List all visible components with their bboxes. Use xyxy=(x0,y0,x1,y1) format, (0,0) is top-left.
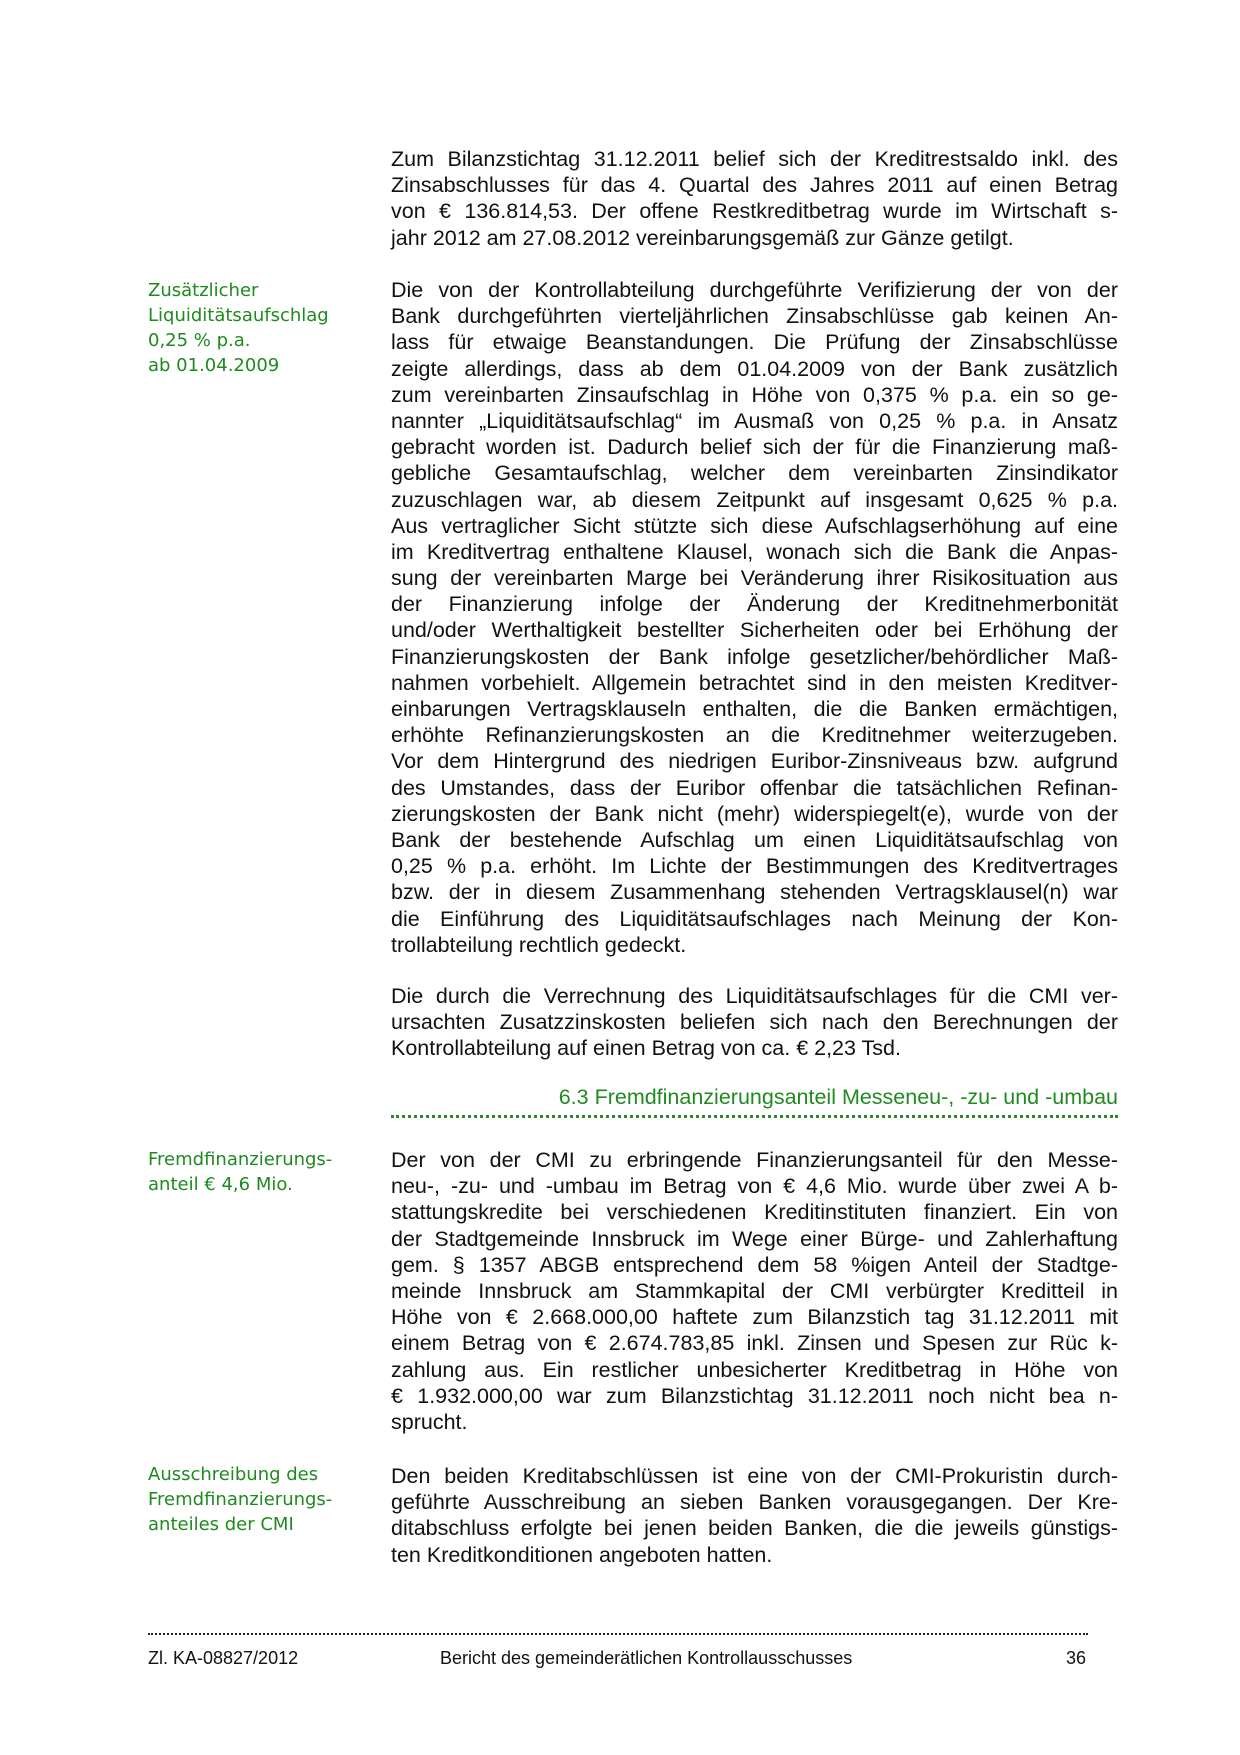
text-line: Finanzierungskosten der Bank infolge gesetzlicher/behördlicher Maß- xyxy=(391,644,1118,669)
text-line: zahlung aus. Ein restlicher unbesicherter Kreditbetrag in Höhe von xyxy=(391,1357,1118,1382)
margin-note-liquidity-surcharge xyxy=(148,278,358,378)
text-line: trollabteilung rechtlich gedeckt. xyxy=(391,932,687,957)
paragraph-external-financing xyxy=(391,1147,1118,1435)
paragraph-closing-balance xyxy=(391,146,1118,251)
text-line: bzw. der in diesem Zusammenhang stehenden Vertragsklausel(n) war xyxy=(391,880,1118,905)
text-line: neu-, -zu- und -umbau im Betrag von € 4,6 Mio. wurde über zwei A b- xyxy=(391,1174,1118,1199)
text-line: zum vereinbarten Zinsaufschlag in Höhe von 0,375 % p.a. ein so ge- xyxy=(391,382,1118,407)
margin-note-line: ab 01.04.2009 xyxy=(148,355,280,376)
margin-note-line: 0,25 % p.a. xyxy=(148,330,251,351)
text-line: der Finanzierung infolge der Änderung der Kreditnehmerbonität xyxy=(391,592,1118,617)
paragraph-additional-interest-costs xyxy=(391,983,1118,1062)
section-heading-rule xyxy=(391,1115,1118,1118)
text-line: Zum Bilanzstichtag 31.12.2011 belief sich der Kreditrestsaldo inkl. des xyxy=(391,147,1118,171)
text-line: geführte Ausschreibung an sieben Banken vorausgegangen. Der Kre- xyxy=(391,1490,1118,1515)
text-line: der Stadtgemeinde Innsbruck im Wege einer Bürge- und Zahlerhaftung xyxy=(391,1226,1118,1251)
text-line: Die von der Kontrollabteilung durchgeführte Verifizierung der von der xyxy=(391,278,1118,302)
margin-note-line: anteil € 4,6 Mio. xyxy=(148,1174,293,1195)
text-line: Der von der CMI zu erbringende Finanzierungsanteil für den Messe- xyxy=(391,1148,1118,1172)
footer-title: Bericht des gemeinderätlichen Kontrollausschusses xyxy=(440,1648,853,1668)
text-line: erhöhte Refinanzierungskosten an die Kreditnehmer weiterzugeben. xyxy=(391,723,1118,748)
footer-reference: Zl. KA-08827/2012 xyxy=(148,1648,299,1668)
footer-rule xyxy=(148,1633,1088,1635)
section-heading: 6.3 Fremdfinanzierungsanteil Messeneu-, -zu- und -umbau xyxy=(558,1085,1118,1109)
text-line: € 1.932.000,00 war zum Bilanzstichtag 31.12.2011 noch nicht bea n- xyxy=(391,1383,1118,1408)
text-line: Bank durchgeführten vierteljährlichen Zinsabschlüsse gab keinen An- xyxy=(391,304,1118,329)
margin-note-line: anteiles der CMI xyxy=(148,1514,294,1535)
text-line: nahmen vorbehielt. Allgemein betrachtet sind in den meisten Kreditver- xyxy=(391,670,1118,695)
text-line: Aus vertraglicher Sicht stützte sich diese Aufschlagserhöhung auf eine xyxy=(391,513,1118,538)
text-line: gem. § 1357 ABGB entsprechend dem 58 %igen Anteil der Stadtge- xyxy=(391,1252,1118,1277)
margin-note-line: Fremdfinanzierungs- xyxy=(148,1489,333,1510)
text-line: sprucht. xyxy=(391,1409,468,1434)
text-line: zierungskosten der Bank nicht (mehr) widerspiegelt(e), wurde von der xyxy=(391,801,1118,826)
text-line: Vor dem Hintergrund des niedrigen Euribor-Zinsniveaus bzw. aufgrund xyxy=(391,749,1118,774)
paragraph-tender xyxy=(391,1463,1118,1568)
text-line: Die durch die Verrechnung des Liquiditätsaufschlages für die CMI ver- xyxy=(391,984,1118,1008)
text-line: jahr 2012 am 27.08.2012 vereinbarungsgemäß zur Gänze getilgt. xyxy=(391,225,1014,250)
text-line: 0,25 % p.a. erhöht. Im Lichte der Bestimmungen des Kreditvertrages xyxy=(391,854,1118,879)
paragraph-liquidity-surcharge xyxy=(391,277,1118,958)
text-line: zuzuschlagen war, ab diesem Zeitpunkt auf insgesamt 0,625 % p.a. xyxy=(391,487,1118,512)
text-line: von € 136.814,53. Der offene Restkreditbetrag wurde im Wirtschaft s- xyxy=(391,199,1118,224)
text-line: ursachten Zusatzzinskosten beliefen sich nach den Berechnungen der xyxy=(391,1010,1118,1035)
margin-note-line: Zusätzlicher xyxy=(148,280,259,301)
text-line: stattungskredite bei verschiedenen Kreditinstituten finanziert. Ein von xyxy=(391,1200,1118,1225)
text-line: Den beiden Kreditabschlüssen ist eine von der CMI-Prokuristin durch- xyxy=(391,1464,1118,1488)
text-line: und/oder Werthaltigkeit bestellter Sicherheiten oder bei Erhöhung der xyxy=(391,618,1118,643)
text-line: Bank der bestehende Aufschlag um einen Liquiditätsaufschlag von xyxy=(391,827,1118,852)
margin-note-line: Fremdfinanzierungs- xyxy=(148,1149,333,1170)
text-line: ten Kreditkonditionen angeboten hatten. xyxy=(391,1542,773,1567)
text-line: einbarungen Vertragsklauseln enthalten, die die Banken ermächtigen, xyxy=(391,697,1118,721)
text-line: Zinsabschlusses für das 4. Quartal des Jahres 2011 auf einen Betrag xyxy=(391,173,1118,198)
text-line: des Umstandes, dass der Euribor offenbar die tatsächlichen Refinan- xyxy=(391,775,1118,800)
text-line: Kontrollabteilung auf einen Betrag von ca. € 2,23 Tsd. xyxy=(391,1036,901,1061)
text-line: lass für etwaige Beanstandungen. Die Prüfung der Zinsabschlüsse xyxy=(391,330,1118,355)
margin-note-external-financing xyxy=(148,1147,358,1197)
margin-note-line: Ausschreibung des xyxy=(148,1464,319,1485)
margin-note-line: Liquiditätsaufschlag xyxy=(148,305,329,326)
text-line: ditabschluss erfolgte bei jenen beiden Banken, die die jeweils günstigs- xyxy=(391,1516,1118,1541)
margin-note-tender xyxy=(148,1462,358,1537)
text-line: einem Betrag von € 2.674.783,85 inkl. Zinsen und Spesen zur Rüc k- xyxy=(391,1331,1118,1356)
text-line: nannter „Liquiditätsaufschlag“ im Ausmaß von 0,25 % p.a. in Ansatz xyxy=(391,408,1118,433)
text-line: Höhe von € 2.668.000,00 haftete zum Bilanzstich tag 31.12.2011 mit xyxy=(391,1305,1118,1330)
text-line: meinde Innsbruck am Stammkapital der CMI verbürgter Kreditteil in xyxy=(391,1278,1118,1303)
text-line: gebracht worden ist. Dadurch belief sich der für die Finanzierung maß- xyxy=(391,435,1118,460)
page-number: 36 xyxy=(1066,1648,1087,1668)
text-line: die Einführung des Liquiditätsaufschlages nach Meinung der Kon- xyxy=(391,906,1118,931)
text-line: im Kreditvertrag enthaltene Klausel, wonach sich die Bank die Anpas- xyxy=(391,539,1118,564)
text-line: gebliche Gesamtaufschlag, welcher dem vereinbarten Zinsindikator xyxy=(391,461,1118,486)
text-line: zeigte allerdings, dass ab dem 01.04.2009 von der Bank zusätzlich xyxy=(391,356,1118,381)
text-line: sung der vereinbarten Marge bei Veränderung ihrer Risikosituation aus xyxy=(391,566,1118,591)
